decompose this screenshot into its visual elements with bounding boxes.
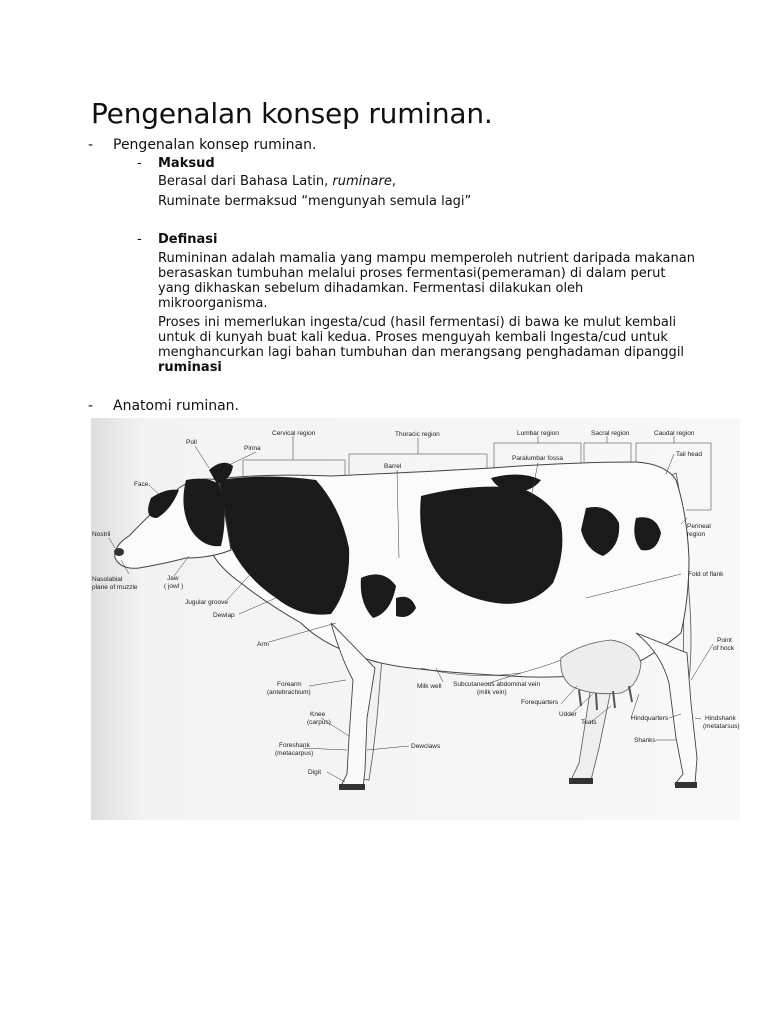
label-dewclaws: Dewclaws [411,743,441,750]
dash: - [137,156,142,171]
label-hindshank-2: (metatarsus) [703,723,740,730]
label-fold-of-flank: Fold of flank [688,571,724,578]
para2-line: menghancurkan lagi bahan tumbuhan dan merangsang penghadaman dipanggil [158,345,685,360]
label-arm: Arm [257,641,269,648]
label-foreshank-2: (metacarpus) [275,750,314,757]
hoof [569,778,593,784]
label-nasolabial-2: plane of muzzle [92,584,138,591]
subbullet-maksud [137,155,215,172]
label-milk-well: Milk well [417,683,442,690]
label-paralumbar-fossa: Paralumbar fossa [512,455,563,462]
para1-line: Rumininan adalah mamalia yang mampu memperoleh nutrient daripada makanan [158,251,695,266]
label-knee-1: Knee [310,711,326,718]
bullet-intro-text: Pengenalan konsep ruminan. [113,137,317,153]
label-nasolabial-1: Nasolabial [92,576,123,583]
label-forearm-1: Forearm [277,681,302,688]
label-shanks: Shanks [634,737,656,744]
maksud-line-2: Ruminate bermaksud “mengunyah semula lagi” [158,194,472,209]
maksud-line1-suffix: , [391,174,396,189]
label-jaw-2: ( jowl ) [164,583,184,590]
label-digit: Digit [308,769,322,776]
page-title: Pengenalan konsep ruminan. [91,97,493,130]
label-forequarters: Forequarters [521,699,559,706]
label-udder: Udder [559,711,577,718]
label-point-of-hock-2: of hock [713,645,734,652]
label-lumbar-region: Lumbar region [517,430,559,437]
maksud-line1-prefix: Berasal dari Bahasa Latin, [158,174,333,189]
dash: - [88,137,94,153]
para2-line: Proses ini memerlukan ingesta/cud (hasil fermentasi) di bawa ke mulut kembali [158,315,677,330]
label-tail-head: Tail head [676,451,703,458]
definasi-para-2 [158,315,698,375]
label-knee-2: (carpus) [307,719,331,726]
label-hindshank-1: Hindshank [705,715,736,722]
bullet-anatomi-text: Anatomi ruminan. [113,398,239,414]
label-point-of-hock-1: Point [717,637,732,644]
label-caudal-region: Caudal region [654,430,695,437]
ruminasi-bold: ruminasi [158,360,222,375]
label-dewlap: Dewlap [213,612,235,619]
label-sacral-region: Sacral region [591,430,630,437]
definasi-heading: Definasi [158,232,218,247]
label-forearm-2: (antebrachium) [267,689,311,696]
para1-line: yang dikhaskan sebelum dihadamkan. Fermentasi dilakukan oleh [158,281,584,296]
cow-anatomy-figure [91,418,740,820]
bullet-anatomi [88,397,239,415]
label-jaw-1: Jaw [167,575,179,582]
label-cervical-region: Cervical region [272,430,316,437]
cow-anatomy-svg [91,418,740,820]
label-hindquarters: Hindquarters [631,715,669,722]
label-thoracic-region: Thoracic region [395,431,440,438]
hoof [675,782,697,788]
label-nostril: Nostril [92,531,111,538]
label-milk-vein-2: (milk vein) [477,689,507,696]
label-perineal-1: Perineal [687,523,711,530]
label-foreshank-1: Foreshank [279,742,310,749]
label-jugular-groove: Jugular groove [185,599,228,606]
label-face: Face [134,481,149,488]
para1-line: mikroorganisma. [158,296,268,311]
subbullet-definasi [137,231,217,248]
label-perineal-2: region [687,531,706,538]
hoof [339,784,365,790]
maksud-heading: Maksud [158,156,215,171]
dash: - [137,232,142,247]
para2-line: untuk di kunyah buat kali kedua. Proses menguyah kembali Ingesta/cud untuk [158,330,668,345]
maksud-line1-italic: ruminare [332,174,392,189]
label-poll: Poll [186,439,197,446]
muzzle [114,548,124,556]
para1-line: berasaskan tumbuhan melalui proses fermentasi(pemeraman) di dalam perut [158,266,666,281]
label-pinna: Pinna [244,445,261,452]
definasi-para-1 [158,251,698,311]
dash: - [88,398,94,414]
label-barrel: Barrel [384,463,402,470]
label-teats: Teats [581,719,597,726]
bullet-intro [88,136,316,154]
maksud-line-1 [158,174,698,189]
label-milk-vein-1: Subcutaneous abdominal vein [453,681,541,688]
